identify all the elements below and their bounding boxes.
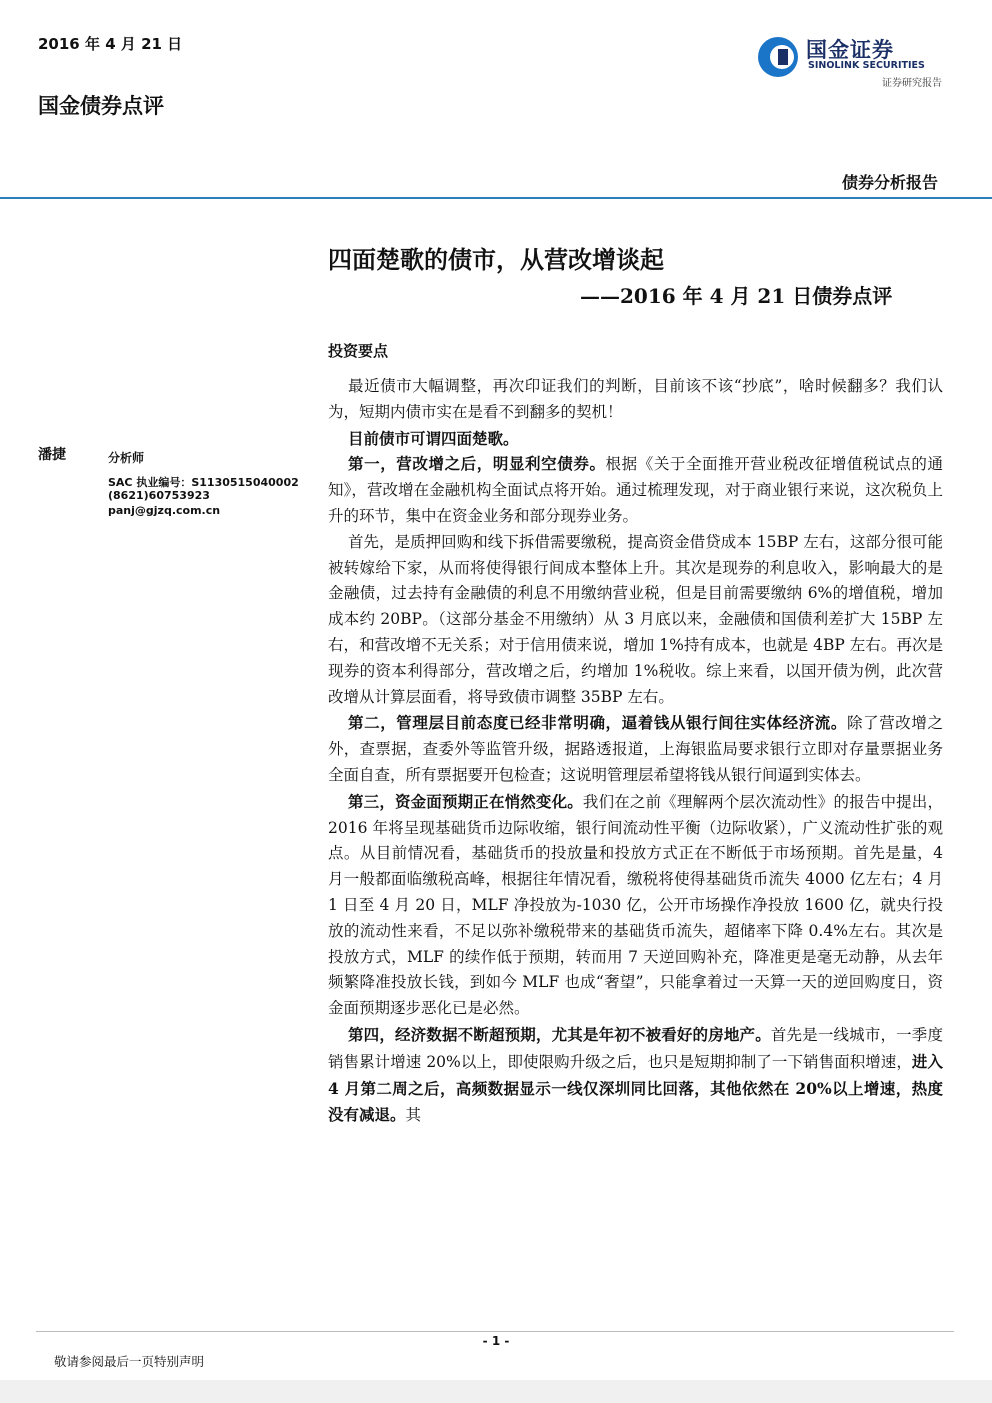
point-three-text: 我们在之前《理解两个层次流动性》的报告中提出，2016 年将呈现基础货币边际收缩，银行间流动性平衡（边际收紧），广义流动性扩张的观点。从目前情况看，基础货币的投放量和投放方式正在不断低于市场预期。首先是量，4 月一般都面临缴税高峰，根据往年情况看，缴税将使得基础货币流失 4000 亿左右；4 月 1 日至 4 月 20 日，MLF 净投放为-1030 亿，公开市场操作净投放 1600 亿，就央行投放的流动性来看，不足以弥补缴税带来的基础货币流失，超储率下降 0.4%左右。其次是投放方式，MLF 的续作低于预期，转而用 7 天逆回购补充，降准更是毫无动静，从去年频繁降准投放长钱，到如今 MLF 也成“奢望”，只能拿着过一天算一天的逆回购度日，资金面预期逐步恶化已是必然。 <box>328 792 943 1018</box>
point-two-lead: 第二，管理层目前态度已经非常明确，逼着钱从银行间往实体经济流。 <box>348 713 847 733</box>
paragraph-point-one <box>328 451 943 529</box>
analyst-role: 分析师 <box>108 451 145 465</box>
analyst-sac-number: SAC 执业编号：S1130515040002 <box>108 476 299 489</box>
disclaimer-note: 敬请参阅最后一页特别声明 <box>54 1354 205 1369</box>
report-type: 债券分析报告 <box>841 173 938 192</box>
page-number: - 1 - <box>482 1334 510 1348</box>
point-four-text: 首先是一线城市，一季度销售累计增速 20%以上，即使限购升级之后，也只是短期抑制了一下销售面积增速， <box>328 1025 943 1071</box>
report-date: 2016 年 4 月 21 日 <box>38 35 183 53</box>
paragraph-point-four <box>328 1022 943 1129</box>
series-title: 国金债券点评 <box>38 93 164 118</box>
point-four-tail: 其 <box>405 1106 422 1125</box>
logo-subtitle: 证券研究报告 <box>882 78 942 89</box>
footer-band <box>0 1380 992 1403</box>
footer-divider <box>36 1331 954 1332</box>
paragraph-summary: 目前债市可谓四面楚歌。 <box>348 428 519 448</box>
paragraph-point-three <box>328 789 943 1022</box>
section-heading: 投资要点 <box>328 342 389 360</box>
paragraph-point-two <box>328 710 943 788</box>
report-title: 四面楚歌的债市，从营改增谈起 <box>328 245 664 274</box>
point-two-text: 除了营改增之外，查票据，查委外等监管升级，据路透报道，上海银监局要求银行立即对存量票据业务全面自查，所有票据要开包检查；这说明管理层希望将钱从银行间逼到实体去。 <box>328 714 943 784</box>
logo-name-cn: 国金证券 <box>806 38 894 62</box>
sinolink-logo-icon <box>756 35 800 79</box>
header-divider <box>0 197 992 199</box>
point-four-lead: 第四，经济数据不断超预期，尤其是年初不被看好的房地产。 <box>348 1024 771 1044</box>
logo-name-en: SINOLINK SECURITIES <box>808 60 925 71</box>
company-logo <box>756 31 946 91</box>
analyst-email: panj@gjzq.com.cn <box>108 504 221 517</box>
analyst-name: 潘捷 <box>38 447 66 463</box>
analyst-phone: (8621)60753923 <box>108 489 210 502</box>
point-three-lead: 第三，资金面预期正在悄然变化。 <box>348 791 583 811</box>
point-four-highlight: 进入 4 月第二周之后，高频数据显示一线仅深圳同比回落，其他依然在 20%以上增速，热度没有减退。 <box>328 1051 943 1125</box>
point-one-text: 根据《关于全面推开营业税改征增值税试点的通知》，营改增在金融机构全面试点将开始。通过梳理发现，对于商业银行来说，这次税负上升的环节，集中在资金业务和部分现券业务。 <box>328 455 943 525</box>
paragraph-point-one-detail: 首先，是质押回购和线下拆借需要缴税，提高资金借贷成本 15BP 左右，这部分很可能被转嫁给下家，从而将使得银行间成本整体上升。其次是现券的利息收入，影响最大的是金融债，过去持有金融债的利息不用缴纳营业税，但是目前需要缴纳 6%的增值税，增加成本约 20BP。（这部分基金不用缴纳）从 3 月底以来，金融债和国债利差扩大 15BP 左右，和营改增不无关系；对于信用债来说，增加 1%持有成本，也就是 4BP 左右。再次是现券的资本利得部分，营改增之后，约增加 1%税收。综上来看，以国开债为例，此次营改增从计算层面看，将导致债市调整 35BP 左右。 <box>328 532 943 706</box>
paragraph-intro: 最近债市大幅调整，再次印证我们的判断，目前该不该“抄底”，啥时候翻多？我们认为，短期内债市实在是看不到翻多的契机！ <box>328 377 943 421</box>
report-body <box>328 340 943 1129</box>
point-one-lead: 第一，营改增之后，明显利空债券。 <box>348 454 606 474</box>
report-subtitle: ——2016 年 4 月 21 日债券点评 <box>580 284 893 308</box>
